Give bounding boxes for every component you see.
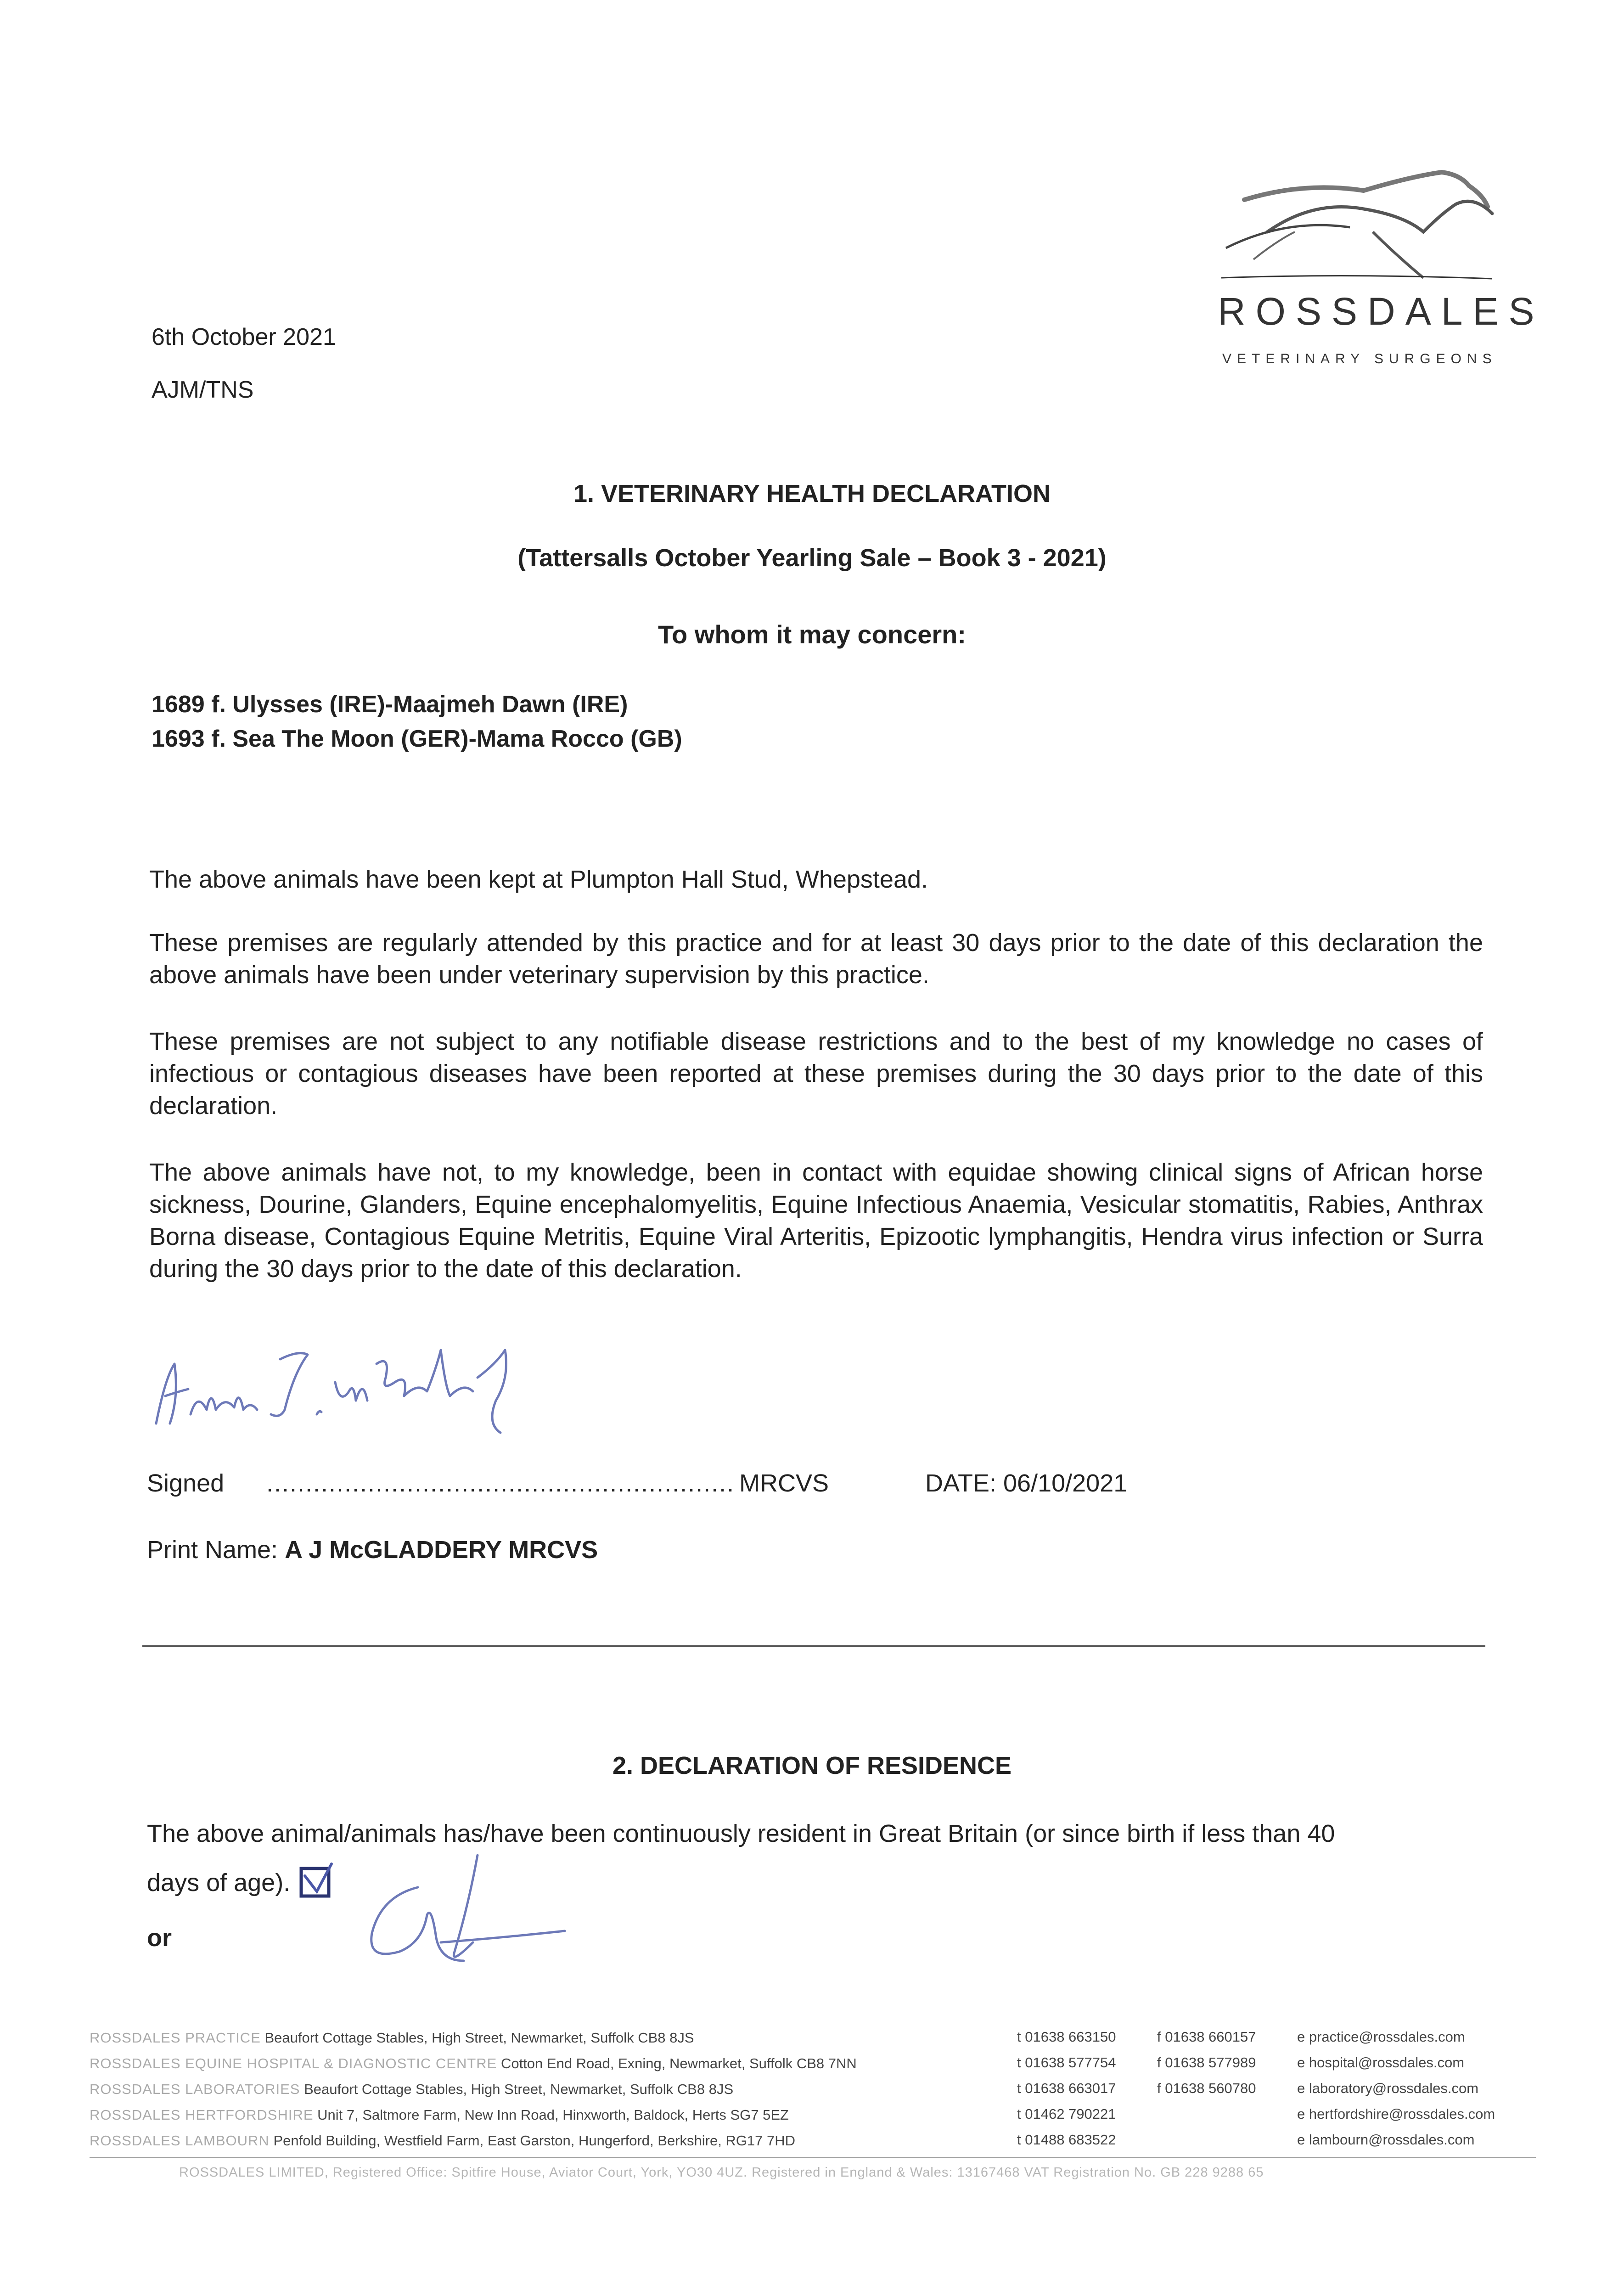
footer-fax: f 01638 560780 xyxy=(1157,2080,1256,2096)
brand-tagline: VETERINARY SURGEONS xyxy=(1222,351,1497,366)
residence-line-2: days of age). xyxy=(147,1869,291,1896)
footer-address: Beaufort Cottage Stables, High Street, Newmarket, Suffolk CB8 8JS xyxy=(264,2030,694,2046)
animal-line: 1689 f. Ulysses (IRE)-Maajmeh Dawn (IRE) xyxy=(152,691,628,718)
letter-reference: AJM/TNS xyxy=(152,377,254,403)
horse-logo-icon xyxy=(1212,163,1501,301)
footer-divider xyxy=(90,2157,1536,2158)
print-name-value: A J McGLADDERY MRCVS xyxy=(285,1536,598,1564)
initials-mark xyxy=(363,1851,583,1970)
handwritten-initials-icon xyxy=(363,1851,583,1970)
footer-fax: f 01638 660157 xyxy=(1157,2029,1256,2045)
footer-address-row xyxy=(90,2132,795,2150)
footer-address-row xyxy=(90,2080,733,2099)
signature xyxy=(147,1322,514,1442)
footer-email: e practice@rossdales.com xyxy=(1297,2029,1465,2045)
animal-line: 1693 f. Sea The Moon (GER)-Mama Rocco (GB) xyxy=(152,726,682,752)
residence-line-1: The above animal/animals has/have been continuously resident in Great Britain (or since birth if less than 40 xyxy=(147,1820,1335,1847)
signature-date: DATE: 06/10/2021 xyxy=(925,1469,1128,1497)
footer-address-row xyxy=(90,2029,694,2047)
footer-address: Cotton End Road, Exning, Newmarket, Suffolk CB8 7NN xyxy=(500,2055,857,2071)
footer-practice-name: ROSSDALES LABORATORIES xyxy=(90,2081,300,2097)
salutation: To whom it may concern: xyxy=(657,620,967,649)
section1-subheading: (Tattersalls October Yearling Sale – Book 3 - 2021) xyxy=(517,544,1107,572)
footer-email: e hospital@rossdales.com xyxy=(1297,2054,1465,2071)
footer-fax: f 01638 577989 xyxy=(1157,2054,1256,2071)
paragraph-supervision: These premises are regularly attended by this practice and for at least 30 days prior to the date of this declaration the above animals have been under veterinary supervision by this practice. xyxy=(149,929,1483,989)
print-name-row xyxy=(147,1534,598,1566)
paragraph-restrictions: These premises are not subject to any notifiable disease restrictions and to the best of my knowledge no cases of infectious or contagious diseases have been reported at these premises during the 30 days prior to the date of this declaration. xyxy=(149,1028,1483,1120)
footer-tel: t 01638 663150 xyxy=(1017,2029,1116,2045)
footer-address: Beaufort Cottage Stables, High Street, Newmarket, Suffolk CB8 8JS xyxy=(304,2081,734,2097)
footer-tel: t 01462 790221 xyxy=(1017,2106,1116,2122)
footer-practice-name: ROSSDALES PRACTICE xyxy=(90,2030,261,2046)
rossdales-logo xyxy=(1212,163,1545,374)
paragraph-contact: The above animals have not, to my knowledge, been in contact with equidae showing clinical signs of African horse sickness, Dourine, Glanders, Equine encephalomyelitis, Equine Infectious Anaemia, Vesicular stomatitis, Rabies, Anthrax Borna disease, Contagious Equine Metritis, Equine Viral Arteritis, Epizootic lymphangitis, Hendra virus infection or Surra during the 30 days prior to the date of this declaration. xyxy=(149,1159,1483,1283)
mrcvs-label: MRCVS xyxy=(739,1469,829,1497)
brand-name: ROSSDALES xyxy=(1218,290,1545,333)
footer-tel: t 01638 577754 xyxy=(1017,2054,1116,2071)
section2-heading: 2. DECLARATION OF RESIDENCE xyxy=(612,1752,1012,1779)
footer-practice-name: ROSSDALES HERTFORDSHIRE xyxy=(90,2107,314,2123)
footer-email: e hertfordshire@rossdales.com xyxy=(1297,2106,1495,2122)
section-divider xyxy=(142,1645,1485,1647)
letter-date: 6th October 2021 xyxy=(152,324,336,350)
footer-email: e laboratory@rossdales.com xyxy=(1297,2080,1479,2096)
print-name-label: Print Name: xyxy=(147,1536,278,1564)
handwritten-signature-icon xyxy=(147,1322,514,1442)
residence-checkbox[interactable] xyxy=(298,1862,332,1895)
registration-line: ROSSDALES LIMITED, Registered Office: Spitfire House, Aviator Court, York, YO30 4UZ. Registered in England & Wales: 13167468 VAT Registration No. GB 228 9288 65 xyxy=(179,2165,1264,2180)
footer-address-row xyxy=(90,2054,857,2073)
footer-tel: t 01488 683522 xyxy=(1017,2132,1116,2148)
signed-label: Signed xyxy=(147,1469,225,1497)
paragraph-premises: The above animals have been kept at Plumpton Hall Stud, Whepstead. xyxy=(149,866,928,893)
footer-address: Unit 7, Saltmore Farm, New Inn Road, Hinxworth, Baldock, Herts SG7 5EZ xyxy=(317,2107,789,2123)
footer-practice-name: ROSSDALES LAMBOURN xyxy=(90,2133,270,2149)
signed-dots: ............................................................ xyxy=(266,1469,735,1497)
or-label: or xyxy=(147,1924,172,1952)
footer-tel: t 01638 663017 xyxy=(1017,2080,1116,2096)
footer-address: Penfold Building, Westfield Farm, East Garston, Hungerford, Berkshire, RG17 7HD xyxy=(273,2133,796,2149)
footer-email: e lambourn@rossdales.com xyxy=(1297,2132,1475,2148)
section1-heading: 1. VETERINARY HEALTH DECLARATION xyxy=(573,480,1051,507)
checked-box-icon xyxy=(298,1862,335,1903)
footer-address-row xyxy=(90,2106,789,2124)
footer-practice-name: ROSSDALES EQUINE HOSPITAL & DIAGNOSTIC CENTRE xyxy=(90,2055,497,2071)
